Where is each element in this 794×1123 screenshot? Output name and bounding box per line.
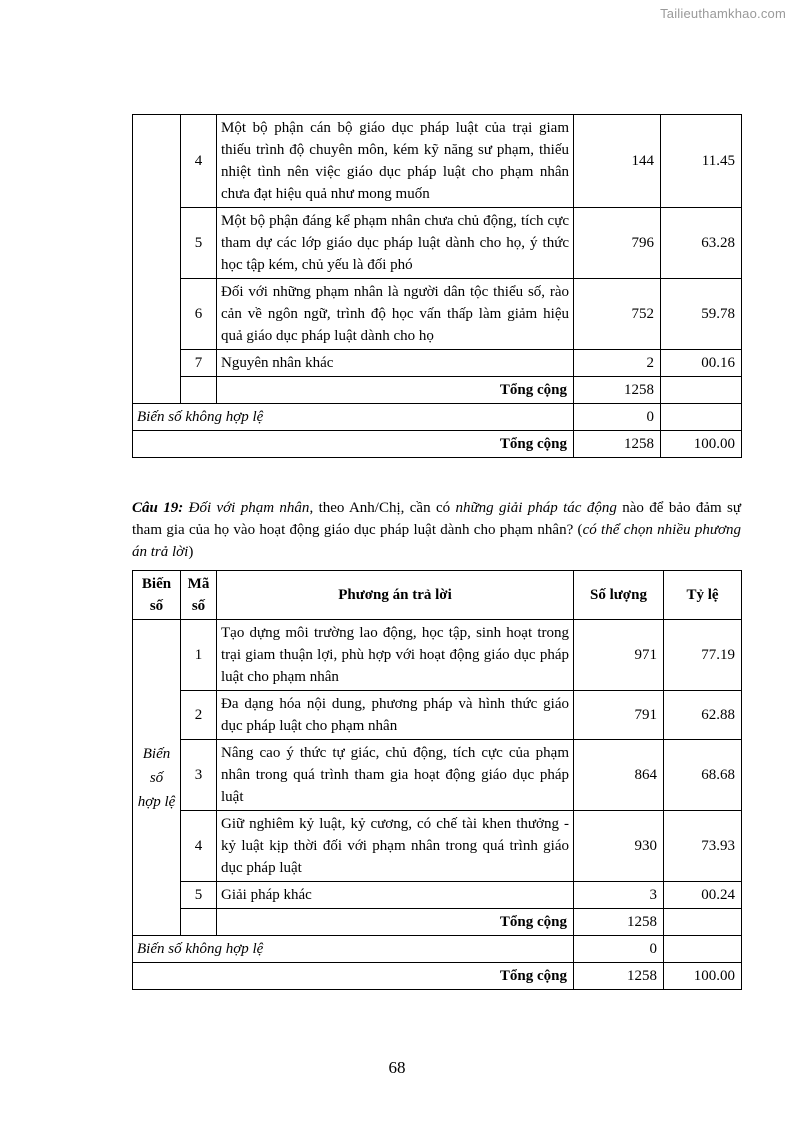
code-cell: 3	[181, 740, 217, 811]
table-row	[133, 620, 742, 691]
question-note: có thể chọn nhiều phương án trả lời	[132, 522, 742, 560]
count-cell: 930	[574, 811, 664, 882]
question-19	[132, 497, 741, 563]
code-cell: 1	[181, 620, 217, 691]
header-percent: Tỷ lệ	[664, 571, 742, 620]
answer-cell: Một bộ phận cán bộ giáo dục pháp luật của trại giam thiếu trình độ chuyên môn, kém kỹ năng sư phạm, thiếu nhiệt tình nên việc giáo dục pháp luật cho phạm nhân chưa đạt hiệu quả như mong muốn	[217, 115, 574, 208]
invalid-label: Biến số không hợp lệ	[133, 936, 574, 963]
count-cell: 791	[574, 691, 664, 740]
code-cell: 4	[181, 811, 217, 882]
code-cell: 2	[181, 691, 217, 740]
question-label: Câu 19:	[132, 500, 184, 516]
count-cell: 3	[574, 882, 664, 909]
total-row	[133, 963, 742, 990]
table-row	[133, 811, 742, 882]
table-row	[133, 208, 742, 279]
code-cell: 4	[181, 115, 217, 208]
header-code: Mã số	[181, 571, 217, 620]
header-answer: Phương án trả lời	[217, 571, 574, 620]
subtotal-count: 1258	[574, 377, 661, 404]
answer-cell: Giữ nghiêm kỷ luật, kỷ cương, có chế tài khen thưởng - kỷ luật kịp thời đối với phạm nhân trong quá trình giáo dục pháp luật	[217, 811, 574, 882]
table-row	[133, 279, 742, 350]
empty-cell	[181, 377, 217, 404]
table-row	[133, 350, 742, 377]
invalid-row	[133, 404, 742, 431]
total-percent: 100.00	[661, 431, 742, 458]
variable-cell-empty	[133, 115, 181, 404]
invalid-label: Biến số không hợp lệ	[133, 404, 574, 431]
answer-cell: Nâng cao ý thức tự giác, chủ động, tích cực của phạm nhân trong quá trình tham gia hoạt động giáo dục pháp luật	[217, 740, 574, 811]
count-cell: 864	[574, 740, 664, 811]
question-text: nào để bảo đảm sự tham gia của họ vào hoạt động giáo dục pháp luật dành cho phạm nhân? (	[132, 500, 742, 538]
percent-cell: 59.78	[661, 279, 742, 350]
table-row	[133, 740, 742, 811]
empty-cell	[661, 377, 742, 404]
answer-cell: Một bộ phận đáng kể phạm nhân chưa chủ động, tích cực tham dự các lớp giáo dục pháp luật dành cho họ, ý thức học tập kém, chủ yếu là đối phó	[217, 208, 574, 279]
total-count: 1258	[574, 963, 664, 990]
answer-cell: Giải pháp khác	[217, 882, 574, 909]
page-number: 68	[388, 1058, 406, 1077]
count-cell: 144	[574, 115, 661, 208]
table-header-row	[133, 571, 742, 620]
percent-cell: 68.68	[664, 740, 742, 811]
code-cell: 5	[181, 208, 217, 279]
answer-cell: Đa dạng hóa nội dung, phương pháp và hình thức giáo dục pháp luật cho phạm nhân	[217, 691, 574, 740]
total-count: 1258	[574, 431, 661, 458]
total-percent: 100.00	[664, 963, 742, 990]
count-cell: 971	[574, 620, 664, 691]
total-label: Tổng cộng	[133, 431, 574, 458]
count-cell: 2	[574, 350, 661, 377]
total-row	[133, 431, 742, 458]
subtotal-label: Tổng cộng	[217, 909, 574, 936]
empty-cell	[664, 936, 742, 963]
code-cell: 6	[181, 279, 217, 350]
question-text-italic: những giải pháp tác động	[455, 500, 617, 516]
valid-variable-label: Biến số hợp lệ	[133, 620, 181, 936]
percent-cell: 63.28	[661, 208, 742, 279]
subtotal-count: 1258	[574, 909, 664, 936]
watermark: Tailieuthamkhao.com	[660, 6, 786, 21]
subtotal-row	[133, 377, 742, 404]
question-text: )	[188, 544, 194, 560]
subtotal-label: Tổng cộng	[217, 377, 574, 404]
empty-cell	[661, 404, 742, 431]
percent-cell: 00.16	[661, 350, 742, 377]
count-cell: 796	[574, 208, 661, 279]
code-cell: 5	[181, 882, 217, 909]
empty-cell	[664, 909, 742, 936]
percent-cell: 00.24	[664, 882, 742, 909]
table-row	[133, 691, 742, 740]
answer-cell: Nguyên nhân khác	[217, 350, 574, 377]
count-cell: 752	[574, 279, 661, 350]
question-text-italic: Đối với phạm nhân	[188, 500, 310, 516]
table-row	[133, 882, 742, 909]
answer-cell: Đối với những phạm nhân là người dân tộc thiểu số, rào cản về ngôn ngữ, trình độ học vấn thấp làm giảm hiệu quả giáo dục pháp luật dành cho họ	[217, 279, 574, 350]
subtotal-row	[133, 909, 742, 936]
percent-cell: 11.45	[661, 115, 742, 208]
percent-cell: 77.19	[664, 620, 742, 691]
header-variable: Biến số	[133, 571, 181, 620]
invalid-count: 0	[574, 404, 661, 431]
code-cell: 7	[181, 350, 217, 377]
total-label: Tổng cộng	[133, 963, 574, 990]
empty-cell	[181, 909, 217, 936]
percent-cell: 62.88	[664, 691, 742, 740]
invalid-row	[133, 936, 742, 963]
percent-cell: 73.93	[664, 811, 742, 882]
answer-cell: Tạo dựng môi trường lao động, học tập, sinh hoạt trong trại giam thuận lợi, phù hợp với hoạt động giáo dục pháp luật cho phạm nhân	[217, 620, 574, 691]
question-text: , theo Anh/Chị, cần có	[309, 500, 456, 516]
table-row	[133, 115, 742, 208]
header-count: Số lượng	[574, 571, 664, 620]
invalid-count: 0	[574, 936, 664, 963]
results-table-question-19	[132, 570, 742, 990]
results-table-continued	[132, 114, 742, 458]
